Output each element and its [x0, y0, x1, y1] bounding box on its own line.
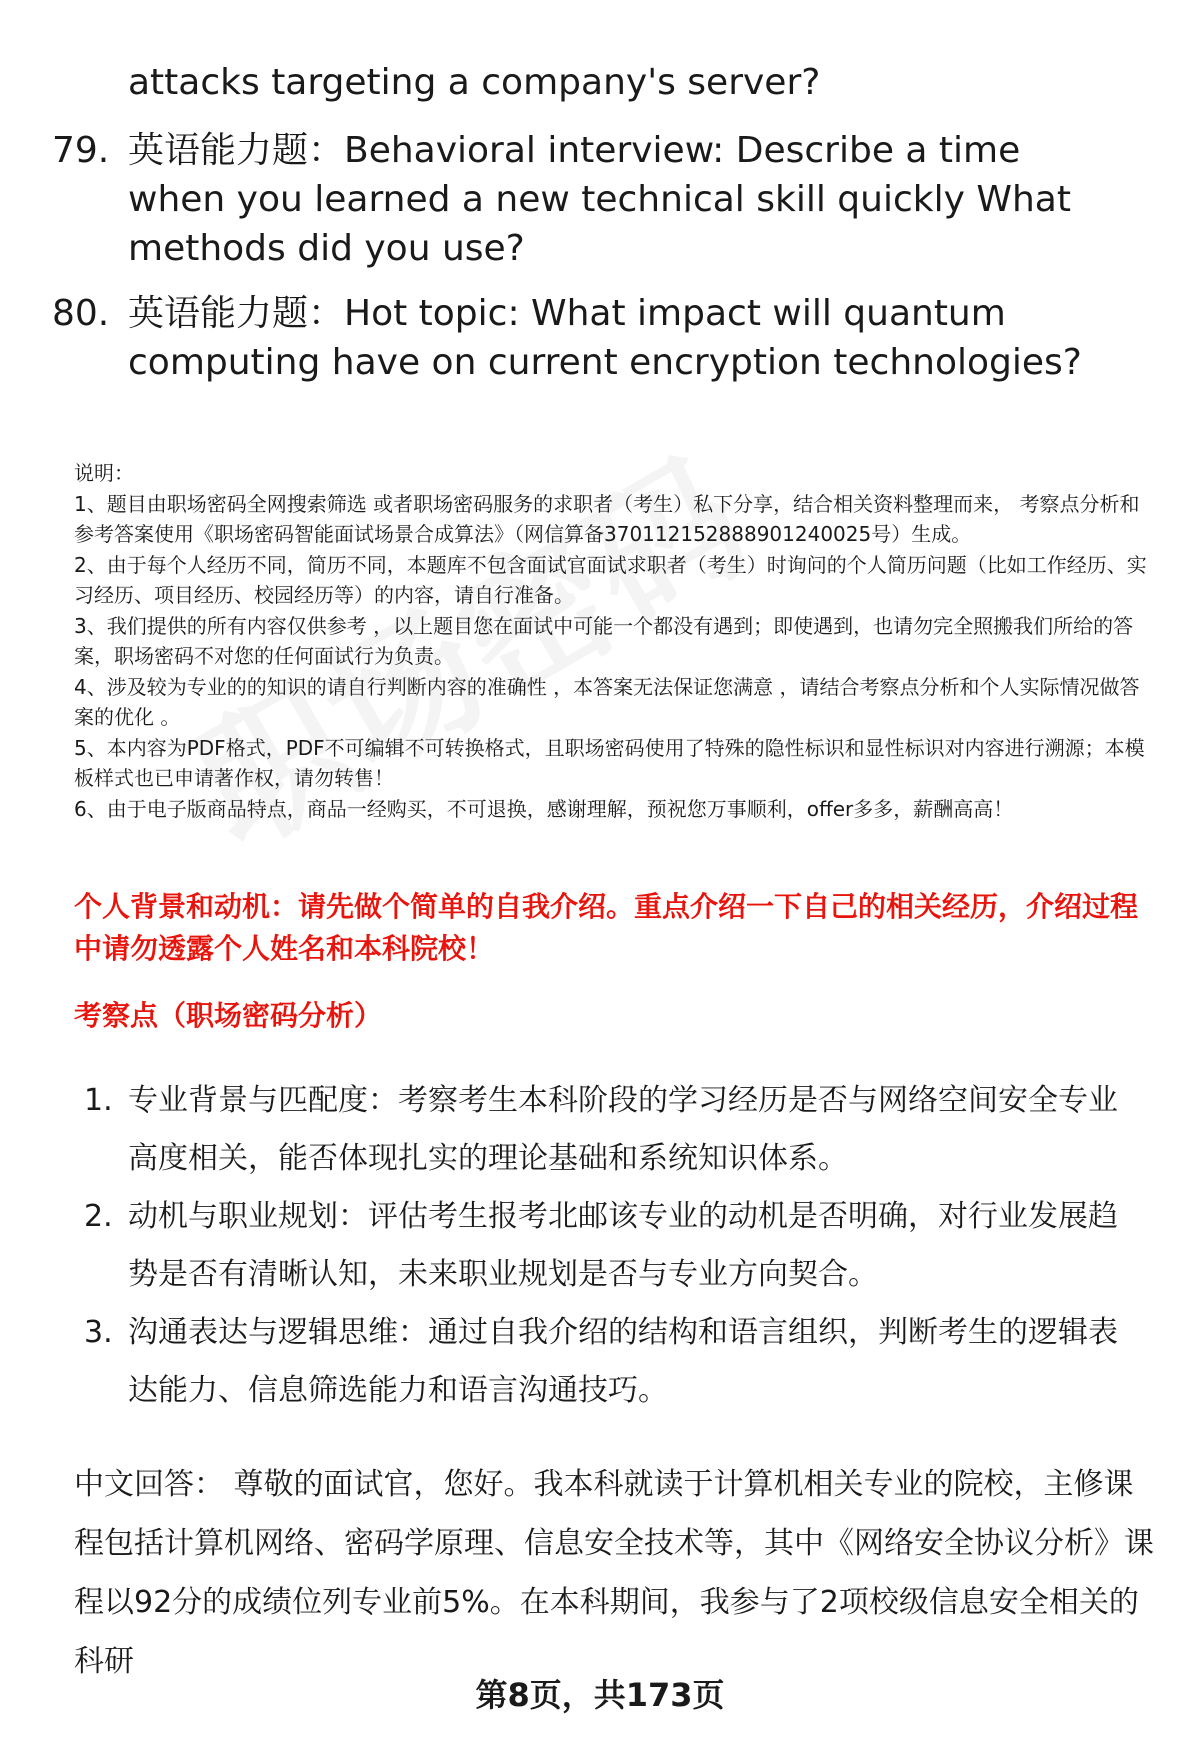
- note-item: 6、由于电子版商品特点，商品一经购买，不可退换，感谢理解，预祝您万事顺利，offer多多，薪酬高高！: [74, 796, 1014, 821]
- note-item: 2、由于每个人经历不同，简历不同，本题库不包含面试官面试求职者（考生）时询问的个人简历问题（比如工作经历、实习经历、项目经历、校园经历等）的内容，请自行准备。: [74, 552, 1147, 607]
- question-text: 英语能力题：Hot topic: What impact will quantum computing have on current encryption technologies?: [128, 293, 1082, 383]
- point-text: 沟通表达与逻辑思维：通过自我介绍的结构和语言组织，判断考生的逻辑表达能力、信息筛选能力和语言沟通技巧。: [128, 1315, 1118, 1408]
- answer-text: 尊敬的面试官，您好。我本科就读于计算机相关专业的院校，主修课程包括计算机网络、密码学原理、信息安全技术等，其中《网络安全协议分析》课程以92分的成绩位列专业前5%。在本科期间，我参与了2项校级信息安全相关的科研: [74, 1467, 1154, 1679]
- notes-title: 说明：: [74, 461, 134, 485]
- point-text: 动机与职业规划：评估考生报考北邮该专业的动机是否明确，对行业发展趋势是否有清晰认知，未来职业规划是否与专业方向契合。: [128, 1199, 1118, 1292]
- question-number: 79.: [52, 130, 110, 171]
- answer-label: 中文回答：: [74, 1467, 224, 1502]
- disclaimer-notes: [74, 458, 1159, 824]
- answer-paragraph: [74, 1455, 1159, 1691]
- point-number: 3.: [84, 1315, 113, 1350]
- analysis-title: 考察点（职场密码分析）: [74, 999, 383, 1032]
- question-continuation: attacks targeting a company's server?: [128, 62, 821, 103]
- note-item: 5、本内容为PDF格式，PDF不可编辑不可转换格式，且职场密码使用了特殊的隐性标识和显性标识对内容进行溯源；本模板样式也已申请著作权，请勿转售！: [74, 735, 1145, 790]
- point-text: 专业背景与匹配度：考察考生本科阶段的学习经历是否与网络空间安全专业高度相关，能否体现扎实的理论基础和系统知识体系。: [128, 1083, 1118, 1176]
- note-item: 4、涉及较为专业的的知识的请自行判断内容的准确性 ，本答案无法保证您满意 ，请结合考察点分析和个人实际情况做答案的优化 。: [74, 674, 1140, 729]
- point-number: 2.: [84, 1199, 113, 1234]
- main-question-heading: 个人背景和动机：请先做个简单的自我介绍。重点介绍一下自己的相关经历，介绍过程中请勿透露个人姓名和本科院校！: [74, 890, 1139, 965]
- note-item: 3、我们提供的所有内容仅供参考 ，以上题目您在面试中可能一个都没有遇到；即使遇到，也请勿完全照搬我们所给的答案，职场密码不对您的任何面试行为负责。: [74, 613, 1134, 668]
- point-number: 1.: [84, 1083, 113, 1118]
- note-item: 1、题目由职场密码全网搜索筛选 或者职场密码服务的求职者（考生）私下分享，结合相关资料整理而来， 考察点分析和参考答案使用《职场密码智能面试场景合成算法》（网信算备370112152888901240025号）生成。: [74, 491, 1140, 546]
- question-number: 80.: [52, 293, 110, 334]
- question-text: 英语能力题：Behavioral interview: Describe a time when you learned a new technical skill quickly What methods did you use?: [128, 130, 1071, 269]
- page-footer: 第8页，共173页: [475, 1676, 725, 1714]
